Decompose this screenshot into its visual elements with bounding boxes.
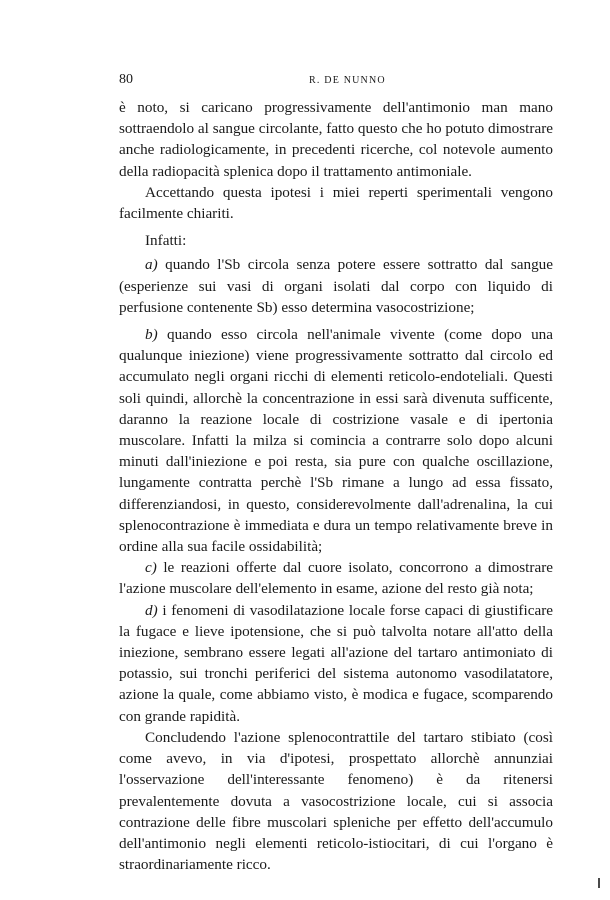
list-item-c-letter: c) (145, 559, 157, 577)
list-item-c (119, 557, 553, 599)
list-item-b-text: quando esso circola nell'animale vivente (come dopo una qualunque iniezione) viene progressivamente sottratto dal circolo ed accumulato negli organi ricchi di elementi reticolo-endoteliali. Questi soli quindi, allorchè la concentrazione in essi sarà divenuta sufficente, daranno la reazione locale di costrizione vasale e di ipertonia muscolare. Infatti la milza si comincia a contrarre solo dopo alcuni minuti dall'iniezione e poi resta, sia pure con qualche oscillazione, lungamente contratta perchè l'Sb rimane a lungo ad essa fissato, differenziandosi, in questo, considerevolmente dall'adrenalina, la cui splenocontrazione è immediata e dura un tempo relativamente breve in ordine alla sua facile ossidabilità; (119, 326, 553, 556)
header-author: R. DE NUNNO (309, 75, 386, 86)
list-item-b-letter: b) (145, 326, 158, 344)
list-item-d-letter: d) (145, 601, 158, 619)
list-item-c-text: le reazioni offerte dal cuore isolato, concorrono a dimostrare l'azione muscolare dell'elemento in esame, azione del resto già nota; (119, 559, 553, 598)
list-item-b (119, 324, 553, 557)
list-item-a-letter: a) (145, 256, 158, 274)
body-text (119, 97, 553, 875)
list-item-d-text: i fenomeni di vasodilatazione locale forse capaci di giustificare la fugace e lieve ipotensione, che si può talvolta notare all'atto della iniezione, sembrano essere legati all'azione del tartaro antimoniato di potassio, sui tronchi periferici del sistema autonomo vasodilatatore, azione la quale, come abbiamo visto, è modica e fugace, scomparendo con grande rapidità. (119, 601, 553, 725)
list-item-a (119, 254, 553, 318)
paragraph-hypothesis: Accettando questa ipotesi i miei reperti sperimentali vengono facilmente chiariti. (119, 183, 553, 223)
running-head (119, 72, 549, 92)
page-number: 80 (119, 72, 133, 87)
paragraph-infatti: Infatti: (145, 232, 187, 250)
paragraph-continuation: è noto, si caricano progressivamente dell'antimonio man mano sottraendolo al sangue circolante, fatto questo che ho potuto dimostrare anche radiologicamente, in precedenti ricerche, col notevole aumento della radiopacità splenica dopo il trattamento antimoniale. (119, 99, 553, 180)
margin-mark (598, 878, 600, 888)
paragraph-conclusion: Concludendo l'azione splenocontrattile del tartaro stibiato (così come avevo, in via d'ipotesi, prospettato allorchè annunziai l'osservazione dell'interessante fenomeno) è da ritenersi prevalentemente dovuta a vasocostrizione locale, cui si associa contrazione delle fibre muscolari spleniche per effetto dell'accumulo dell'antimonio negli elementi reticolo-istiocitari, di cui l'organo è straordinariamente ricco. (119, 728, 553, 874)
list-item-d (119, 600, 553, 727)
list-item-a-text: quando l'Sb circola senza potere essere sottratto dal sangue (esperienze sui vasi di organi isolati dal corpo con liquido di perfusione contenente Sb) esso determina vasocostrizione; (119, 256, 553, 316)
